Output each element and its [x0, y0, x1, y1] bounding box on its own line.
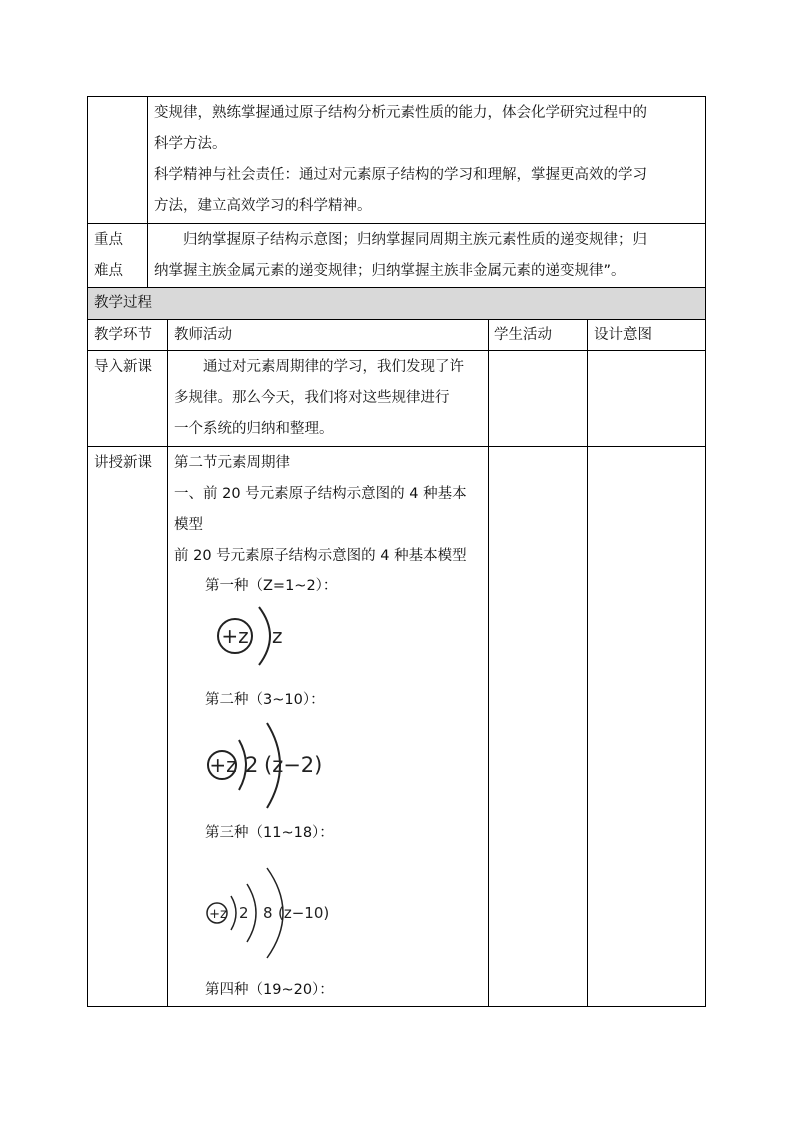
shell-1-electrons: 2	[239, 904, 249, 922]
lecture-stage: 讲授新课	[94, 455, 152, 471]
lecture-line-4: 前 20 号元素原子结构示意图的 4 种基本模型	[174, 548, 467, 564]
nucleus-label: +z	[221, 624, 249, 648]
border-right	[705, 96, 706, 1007]
border-left	[87, 96, 88, 1007]
column-header-intent: 设计意图	[594, 327, 652, 343]
keypoints-label-line-2: 难点	[94, 263, 123, 279]
rule-after-intro	[87, 446, 706, 447]
objectives-line-3: 科学精神与社会责任：通过对元素原子结构的学习和理解，掌握更高效的学习	[154, 167, 647, 183]
keypoints-line-1: 归纳掌握原子结构示意图；归纳掌握同周期主族元素性质的递变规律；归	[183, 232, 647, 248]
objectives-line-4: 方法，建立高效学习的科学精神。	[154, 198, 372, 214]
shell-3-electrons: (z−10)	[278, 904, 330, 922]
intro-line-1: 通过对元素周期律的学习，我们发现了许	[203, 359, 464, 375]
atom-diagram-model-3	[205, 856, 345, 966]
model-2-label: 第二种（3~10）：	[205, 692, 325, 708]
electron-shell-1	[259, 607, 270, 665]
objectives-line-2: 科学方法。	[154, 136, 227, 152]
atom-diagram-model-1	[207, 601, 297, 671]
intro-teacher-activity	[174, 352, 486, 445]
shell-1-electrons: 2	[245, 753, 259, 777]
lesson-plan-table	[87, 96, 706, 1007]
electron-shell-1	[231, 896, 236, 930]
column-header-stage: 教学环节	[94, 327, 152, 343]
rule-col-3	[587, 319, 588, 1007]
lecture-line-3: 模型	[174, 517, 203, 533]
lecture-line-2: 一、前 20 号元素原子结构示意图的 4 种基本	[174, 486, 467, 502]
keypoints-content	[154, 225, 704, 287]
nucleus-label: +z	[209, 753, 237, 777]
shell-2-electrons: 8	[263, 904, 273, 922]
rule-col-1	[167, 319, 168, 1007]
shell-1-electrons: z	[272, 624, 283, 648]
objectives-cell	[154, 98, 702, 222]
border-top	[87, 96, 706, 97]
model-3-label: 第三种（11~18）：	[205, 825, 334, 841]
lecture-teacher-activity	[174, 448, 486, 572]
keypoints-label	[94, 225, 144, 287]
lecture-line-1: 第二节元素周期律	[174, 455, 290, 471]
atom-diagram-model-2	[205, 718, 345, 813]
rule-col-2	[488, 319, 489, 1007]
intro-line-2: 多规律。那么今天，我们将对这些规律进行	[174, 390, 450, 406]
column-header-student: 学生活动	[494, 327, 552, 343]
nucleus-label: +z	[209, 907, 227, 922]
border-bottom	[87, 1006, 706, 1007]
intro-line-3: 一个系统的归纳和整理。	[174, 421, 334, 437]
objectives-line-1: 变规律，熟练掌握通过原子结构分析元素性质的能力，体会化学研究过程中的	[154, 105, 647, 121]
column-header-teacher: 教师活动	[174, 327, 232, 343]
rule-after-objectives	[87, 223, 706, 224]
process-header: 教学过程	[94, 295, 152, 311]
rule-label-col	[147, 96, 148, 287]
shell-2-electrons: (z−2)	[264, 753, 323, 777]
keypoints-label-line-1: 重点	[94, 232, 123, 248]
keypoints-line-2: 纳掌握主族金属元素的递变规律；归纳掌握主族非金属元素的递变规律”。	[154, 263, 626, 279]
intro-stage: 导入新课	[94, 359, 152, 375]
model-4-label: 第四种（19~20）：	[205, 982, 334, 998]
model-1-label: 第一种（Z=1~2）：	[205, 578, 338, 594]
